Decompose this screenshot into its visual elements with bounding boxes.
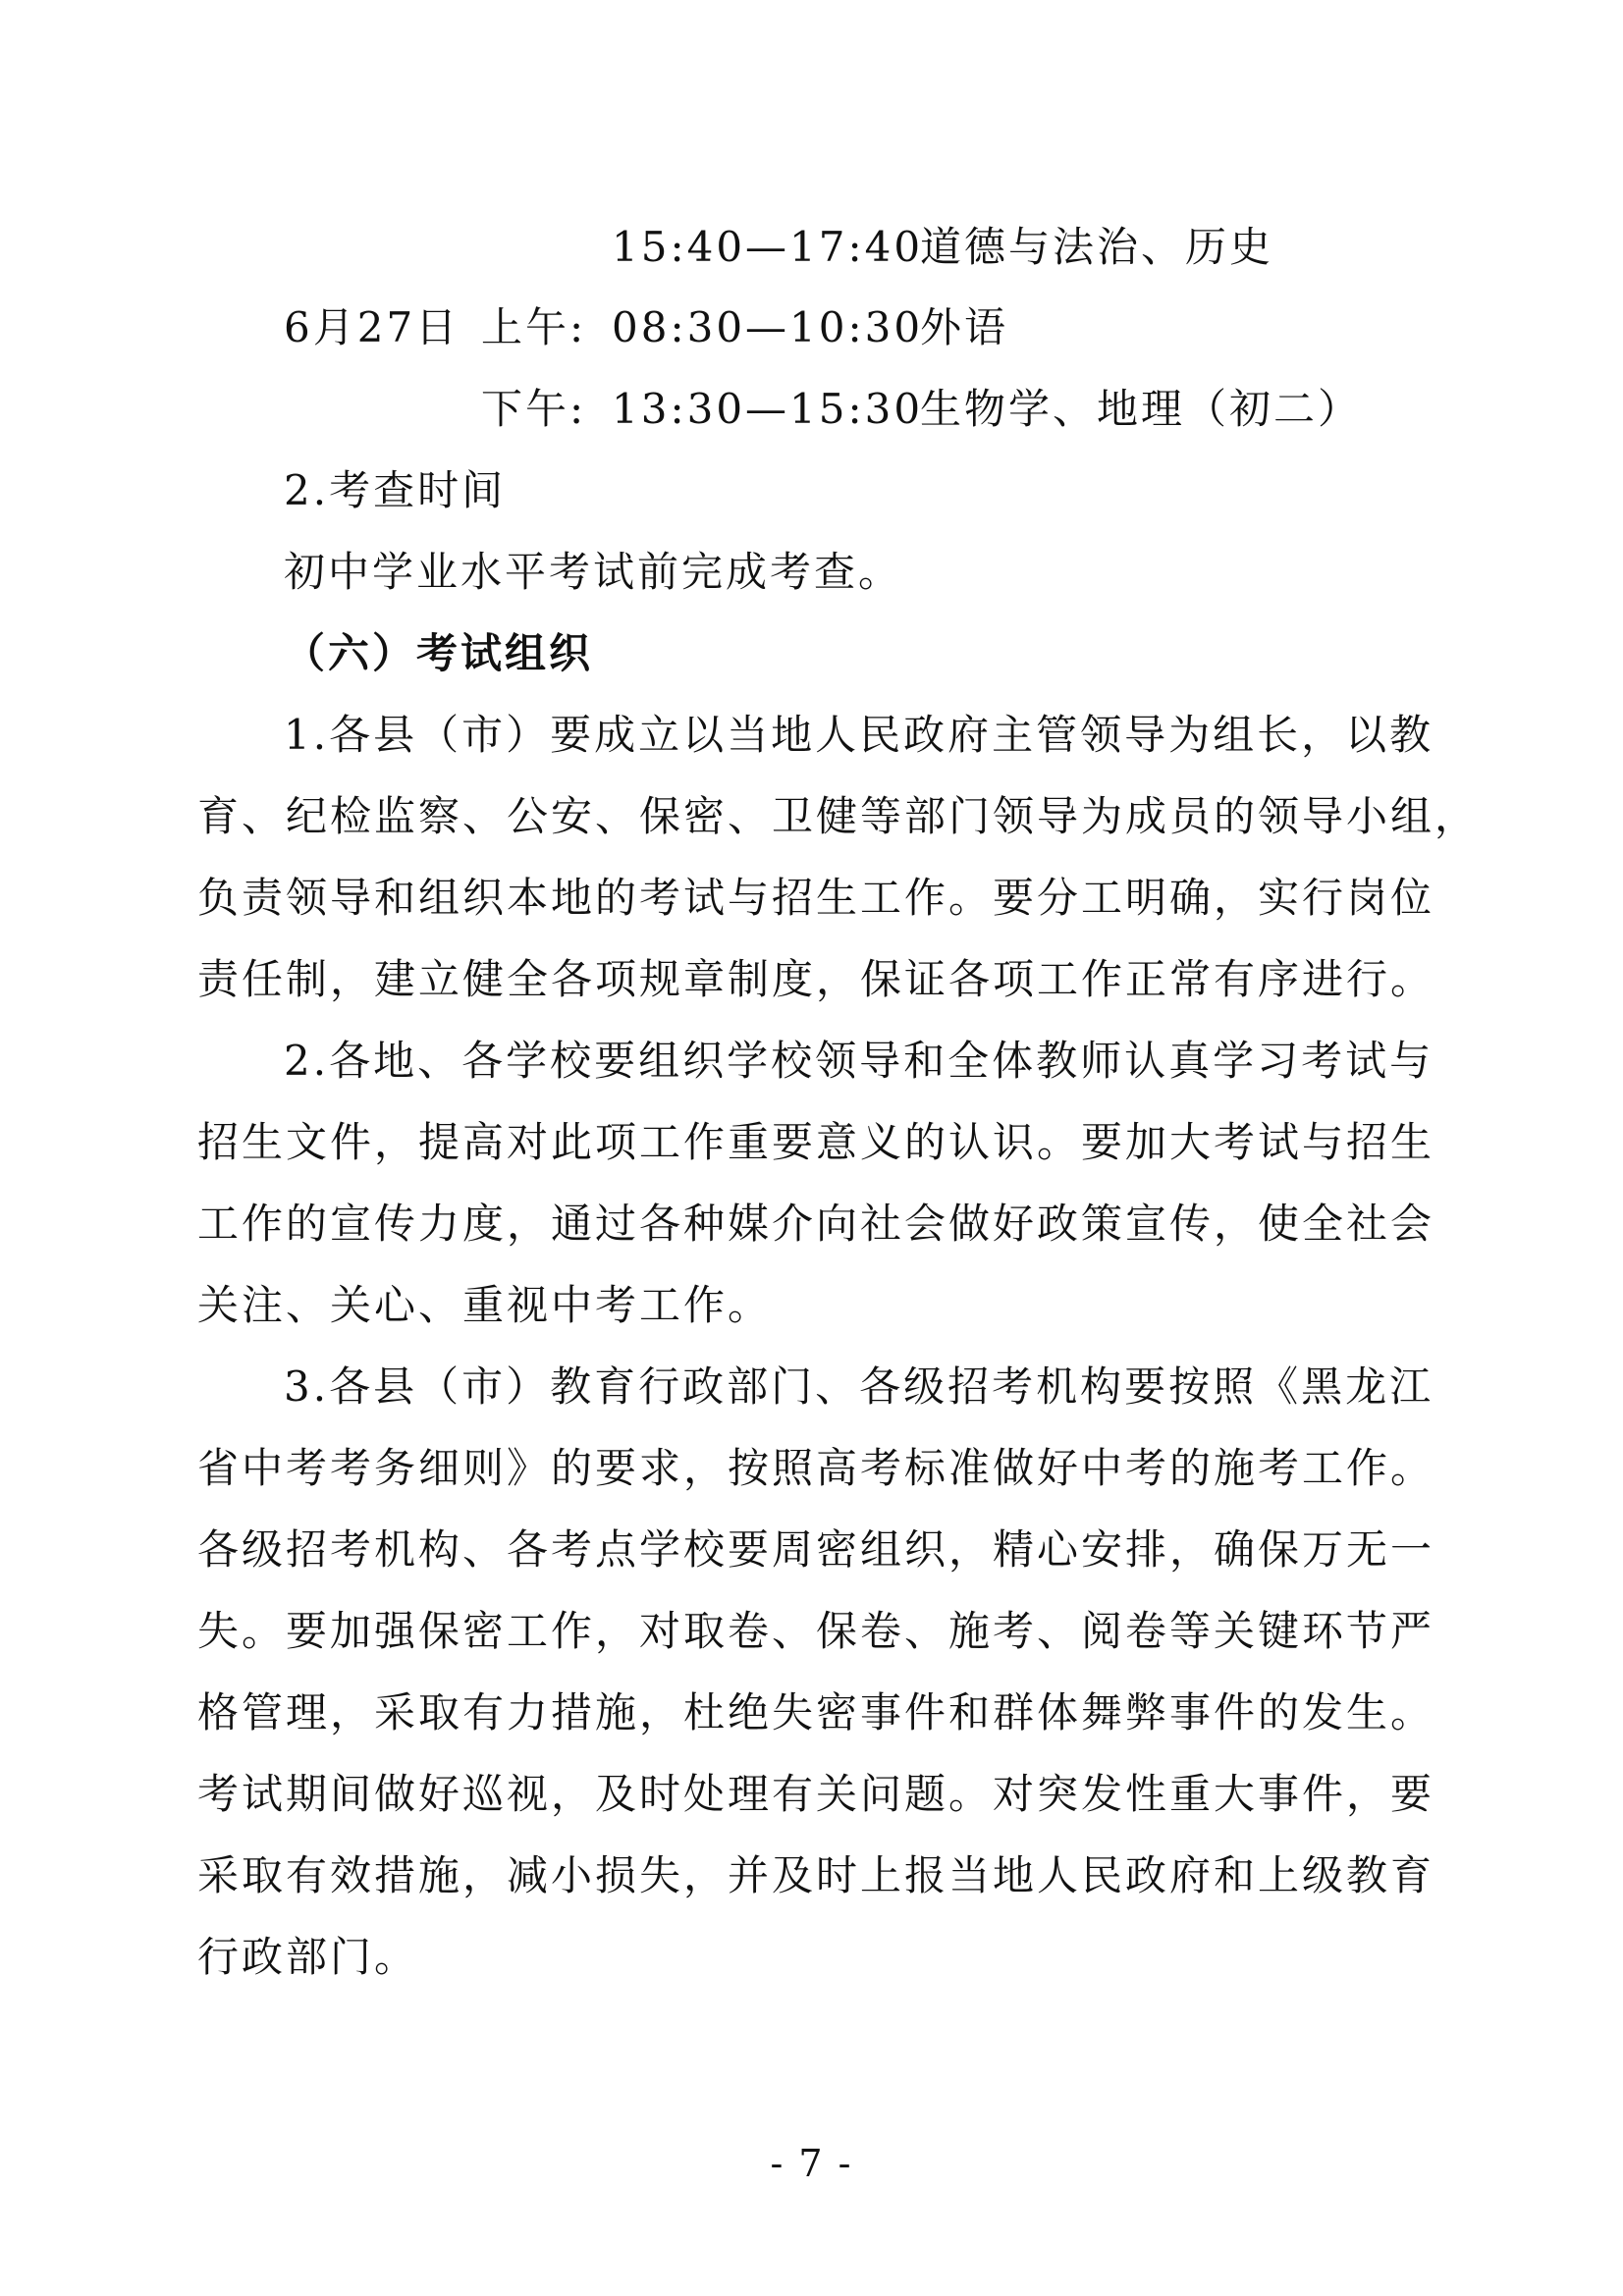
paragraph-2-line-2: 招生文件，提高对此项工作重要意义的认识。要加大考试与招生	[197, 1118, 1435, 1166]
schedule-row-2-time: 08:30—10:30	[612, 303, 924, 351]
paragraph-1-line-4: 责任制，建立健全各项规章制度，保证各项工作正常有序进行。	[197, 955, 1435, 1003]
paragraph-3-line-4: 失。要加强保密工作，对取卷、保卷、施考、阅卷等关键环节严	[197, 1607, 1435, 1655]
paragraph-3-line-6: 考试期间做好巡视，及时处理有关问题。对突发性重大事件，要	[197, 1770, 1435, 1818]
paragraph-3-line-3: 各级招考机构、各考点学校要周密组织，精心安排，确保万无一	[197, 1525, 1435, 1574]
schedule-row-3-time: 13:30—15:30	[612, 385, 924, 433]
section-text-exam-time: 初中学业水平考试前完成考查。	[284, 548, 903, 596]
paragraph-1-line-3: 负责领导和组织本地的考试与招生工作。要分工明确，实行岗位	[197, 874, 1435, 922]
schedule-row-1-subject: 道德与法治、历史	[920, 223, 1274, 271]
schedule-row-1-time: 15:40—17:40	[612, 223, 924, 271]
paragraph-1-line-1: 1.各县（市）要成立以当地人民政府主管领导为组长，以教	[284, 711, 1434, 759]
paragraph-2-line-1: 2.各地、各学校要组织学校领导和全体教师认真学习考试与	[284, 1037, 1434, 1085]
section-heading-exam-time: 2.考查时间	[284, 466, 507, 514]
paragraph-2-line-3: 工作的宣传力度，通过各种媒介向社会做好政策宣传，使全社会	[197, 1200, 1435, 1248]
schedule-row-2-date: 6月27日	[284, 303, 460, 351]
schedule-row-2-subject: 外语	[920, 303, 1009, 351]
schedule-row-3-period: 下午:	[481, 385, 587, 433]
paragraph-2-line-4: 关注、关心、重视中考工作。	[197, 1281, 773, 1329]
paragraph-3-line-8: 行政部门。	[197, 1933, 419, 1981]
section-heading-exam-organization: （六）考试组织	[284, 629, 594, 677]
page-number: - 7 -	[770, 2142, 853, 2185]
schedule-row-3-subject: 生物学、地理（初二）	[920, 385, 1363, 433]
schedule-row-2-period: 上午:	[481, 303, 587, 351]
paragraph-1-line-2: 育、纪检监察、公安、保密、卫健等部门领导为成员的领导小组，	[197, 792, 1480, 840]
paragraph-3-line-5: 格管理，采取有力措施，杜绝失密事件和群体舞弊事件的发生。	[197, 1688, 1435, 1736]
paragraph-3-line-2: 省中考考务细则》的要求，按照高考标准做好中考的施考工作。	[197, 1444, 1435, 1492]
paragraph-3-line-7: 采取有效措施，减小损失，并及时上报当地人民政府和上级教育	[197, 1851, 1435, 1899]
paragraph-3-line-1: 3.各县（市）教育行政部门、各级招考机构要按照《黑龙江	[284, 1362, 1434, 1411]
